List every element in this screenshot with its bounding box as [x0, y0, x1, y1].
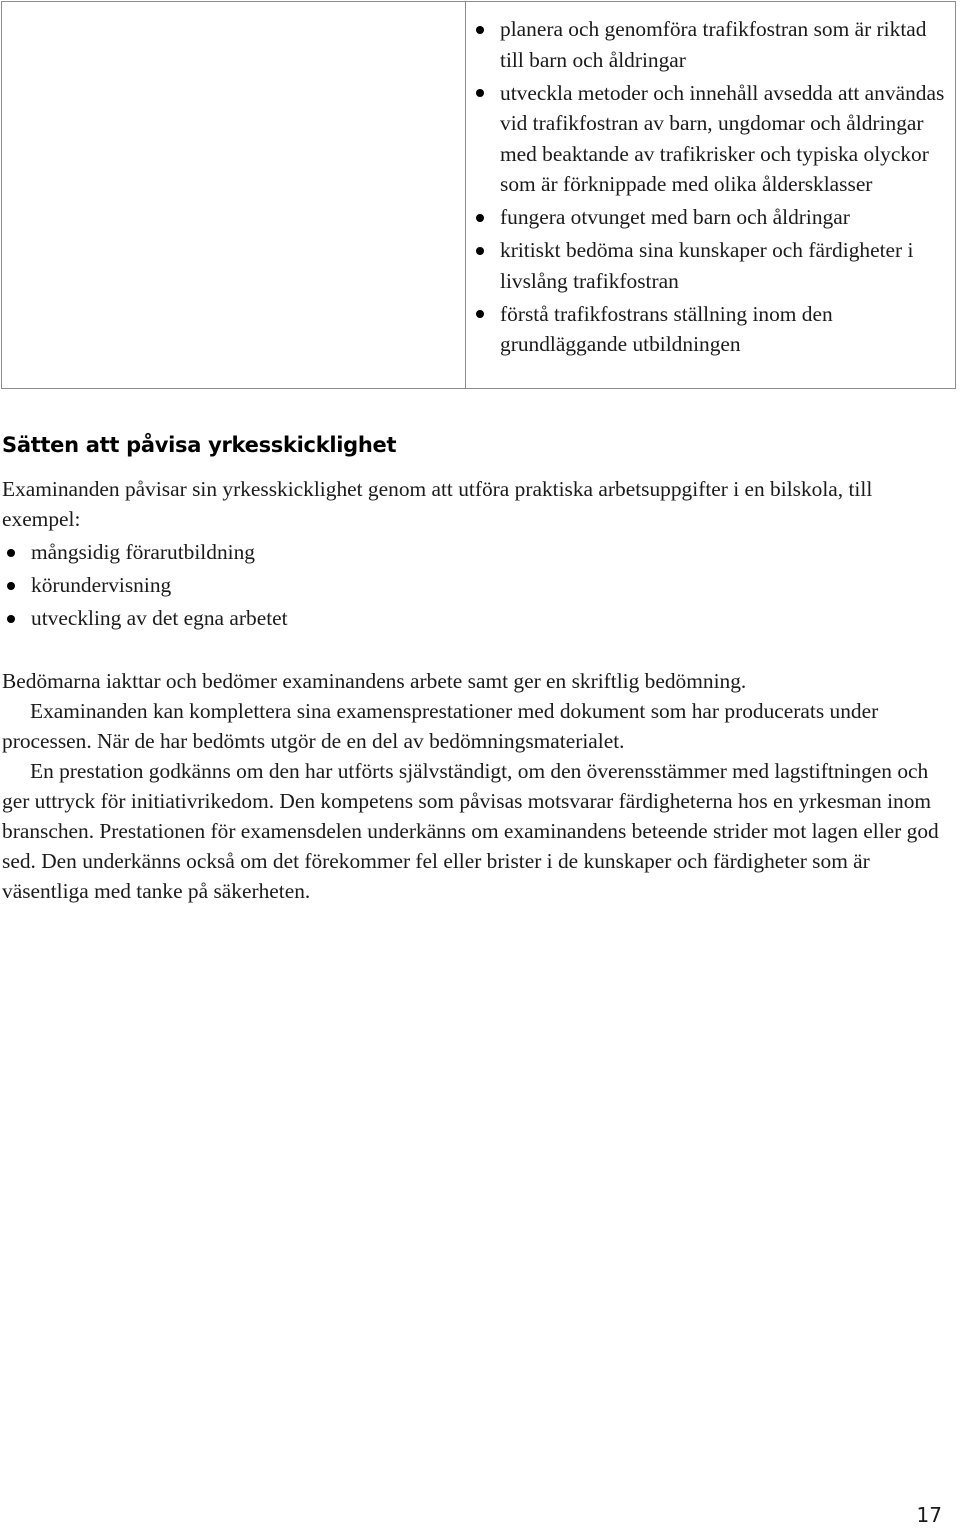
bullet-icon	[476, 89, 484, 97]
list-item	[500, 299, 952, 360]
bullet-icon	[7, 549, 15, 557]
list-item-text: utveckla metoder och innehåll avsedda att användas vid trafikfostran av barn, ungdomar och åldringar med beaktande av trafikrisker och typiska olyckor som är förknippade med olika åldersklasser	[500, 80, 945, 196]
skills-table-cell	[466, 2, 955, 388]
bullet-icon	[476, 214, 484, 222]
skills-table	[1, 1, 956, 389]
list-item	[500, 235, 952, 296]
list-item-text: planera och genomföra trafikfostran som är riktad till barn och åldringar	[500, 17, 927, 72]
list-item-text: kritiskt bedöma sina kunskaper och färdigheter i livslång trafikfostran	[500, 238, 914, 293]
list-item-text: körundervisning	[31, 573, 172, 597]
assessment-text	[2, 666, 947, 906]
assessment-paragraph: En prestation godkänns om den har utförts självständigt, om den överensstämmer med lagstiftningen och ger uttryck för initiativrikedom. Den kompetens som påvisas motsvarar färdigheterna hos en yrkesman inom branschen. Prestationen för examensdelen underkänns om examinandens beteende strider mot lagen eller god sed. Den underkänns också om det förekommer fel eller brister i de kunskaper och färdigheter som är väsentliga med tanke på säkerheten.	[2, 759, 939, 903]
bullet-icon	[476, 247, 484, 255]
bullet-icon	[476, 310, 484, 318]
bullet-icon	[7, 615, 15, 623]
list-item	[500, 14, 952, 75]
list-item-text: mångsidig förarutbildning	[31, 540, 255, 564]
assessment-paragraph: Examinanden kan komplettera sina examensprestationer med dokument som har producerats under processen. När de har bedömts utgör de en del av bedömningsmaterialet.	[2, 699, 879, 753]
section-heading: Sätten att påvisa yrkesskicklighet	[2, 433, 397, 457]
list-item	[31, 570, 931, 601]
list-item-text: fungera otvunget med barn och åldringar	[500, 205, 850, 229]
assessment-paragraph: Bedömarna iakttar och bedömer examinandens arbete samt ger en skriftlig bedömning.	[2, 669, 747, 693]
skills-bullet-list	[500, 14, 952, 362]
list-item	[500, 202, 952, 233]
intro-paragraph: Examinanden påvisar sin yrkesskicklighet genom att utföra praktiska arbetsuppgifter i en bilskola, till exempel:	[2, 477, 873, 531]
list-item	[31, 603, 931, 634]
list-item	[31, 537, 931, 568]
list-item	[500, 78, 952, 200]
bullet-icon	[476, 26, 484, 34]
list-item-text: förstå trafikfostrans ställning inom den grundläggande utbildningen	[500, 301, 833, 356]
list-item-text: utveckling av det egna arbetet	[31, 606, 288, 630]
page-number: 17	[916, 1503, 942, 1527]
task-bullet-list	[31, 537, 931, 636]
bullet-icon	[7, 582, 15, 590]
